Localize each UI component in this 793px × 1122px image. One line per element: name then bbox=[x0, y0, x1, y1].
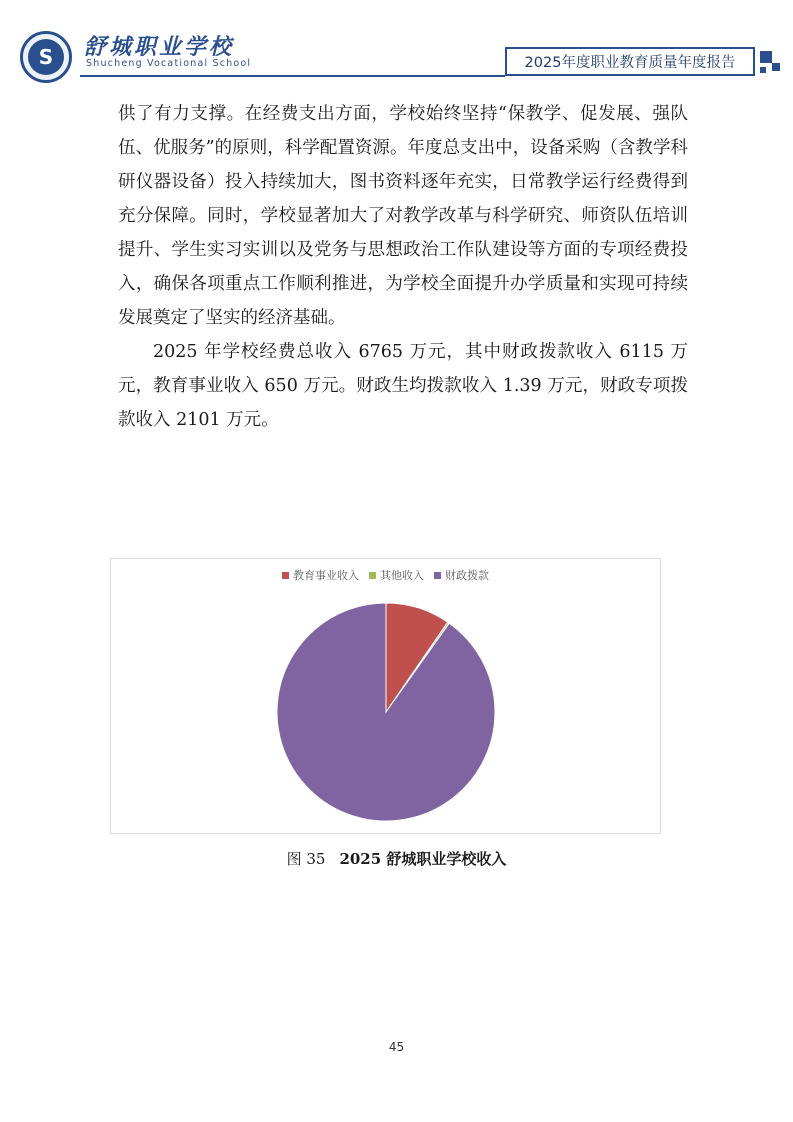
school-name-en: Shucheng Vocational School bbox=[86, 58, 252, 69]
pie-chart-canvas bbox=[111, 559, 660, 833]
legend-label: 财政拨款 bbox=[445, 569, 489, 582]
body-text bbox=[118, 97, 688, 437]
figure-number: 图 35 bbox=[286, 850, 326, 868]
figure-title: 2025 舒城职业学校收入 bbox=[339, 850, 507, 868]
legend-label: 教育事业收入 bbox=[293, 569, 359, 582]
report-title: 2025年度职业教育质量年度报告 bbox=[524, 55, 736, 71]
report-title-box bbox=[505, 47, 755, 76]
decorative-square-icon bbox=[760, 67, 766, 73]
legend-label: 其他收入 bbox=[380, 569, 424, 582]
paragraph-expenditure: 供了有力支撑。在经费支出方面，学校始终坚持“保教学、促发展、强队伍、优服务”的原则，科学配置资源。年度总支出中，设备采购（含教学科研仪器设备）投入持续加大，图书资料逐年充实，日常教学运行经费得到充分保障。同时，学校显著加大了对教学改革与科学研究、师资队伍培训提升、学生实习实训以及党务与思想政治工作队建设等方面的专项经费投入，确保各项重点工作顺利推进，为学校全面提升办学质量和实现可持续发展奠定了坚实的经济基础。 bbox=[118, 104, 688, 328]
income-pie-chart bbox=[110, 558, 661, 834]
decorative-square-icon bbox=[760, 51, 772, 63]
school-name-cn: 舒城职业学校 bbox=[84, 35, 235, 60]
pie-slice bbox=[277, 603, 495, 821]
page-number: 45 bbox=[388, 1040, 405, 1054]
page-header bbox=[0, 0, 793, 90]
header-rule bbox=[80, 75, 505, 77]
school-logo-emblem-icon: S bbox=[28, 39, 64, 75]
figure-caption bbox=[0, 848, 793, 869]
decorative-square-icon bbox=[772, 63, 780, 71]
paragraph-income: 2025 年学校经费总收入 6765 万元，其中财政拨款收入 6115 万元，教育事业收入 650 万元。财政生均拨款收入 1.39 万元，财政专项拨款收入 2101 万元。 bbox=[118, 342, 688, 430]
school-logo bbox=[20, 31, 72, 83]
